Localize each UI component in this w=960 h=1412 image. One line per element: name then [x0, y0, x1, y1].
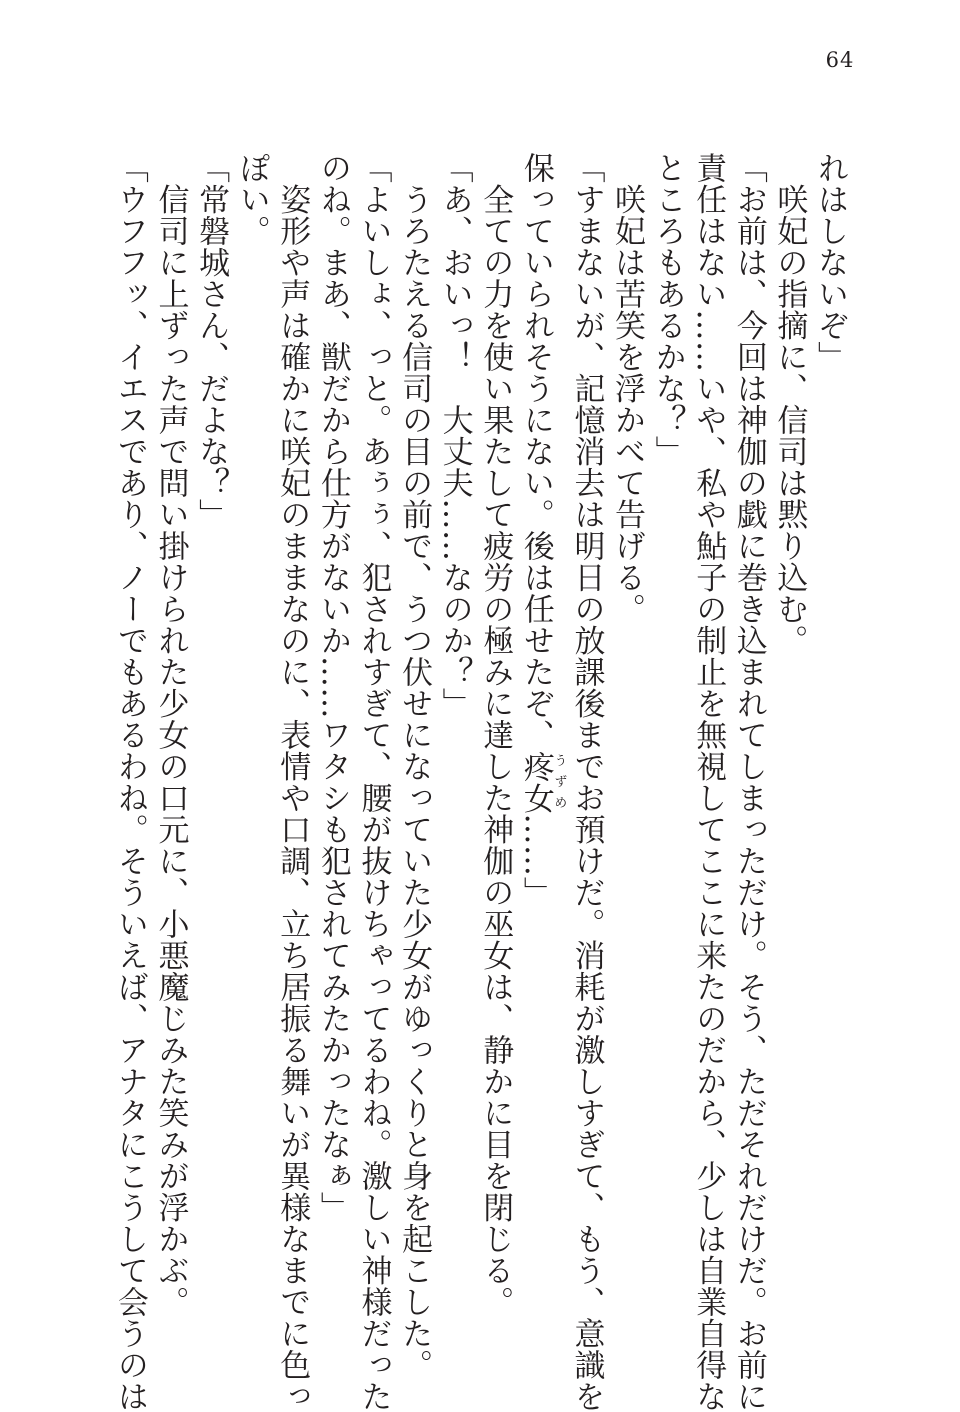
ruby-base: 疼女: [517, 750, 554, 814]
text-line: うろたえる信司の目の前で、うつ伏せになっていた少女がゆっくりと身を起こした。: [396, 152, 433, 1381]
text-line: 「よいしょ、っと。あぅぅ、犯されすぎて、腰が抜けちゃってるわね。激しい神様だった: [355, 152, 392, 1412]
text-line: 咲妃の指摘に、信司は黙り込む。: [771, 152, 808, 656]
page-number: 64: [825, 48, 855, 72]
text-line: 姿形や声は確かに咲妃のままなのに、表情や口調、立ち居振る舞いが異様なまでに色っ: [274, 152, 311, 1412]
text-line-with-ruby: [515, 152, 566, 1237]
text-line: 咲妃は苦笑を浮かべて告げる。: [609, 152, 646, 625]
text-line: れはしないぞ」: [812, 152, 848, 373]
text-line: 「お前は、今回は神伽の戯に巻き込まれてしまっただけ。そう、ただそれだけだ。お前に: [730, 152, 767, 1412]
text-line: のね。まあ、獣だから仕方がないか……ワタシも犯されてみたかったなぁ」: [314, 152, 351, 1223]
text-line: 「ウフフッ、イエスであり、ノーでもあるわね。そういえば、アナタにこうして会うのは: [111, 152, 148, 1412]
vertical-text-body: [109, 152, 850, 1412]
ruby-line-before: 保っていられそうにない。後は任せたぞ、: [517, 152, 554, 751]
text-line: ぽい。: [233, 152, 270, 247]
text-line: 「すまないが、記憶消去は明日の放課後までお預けだ。消耗が激しすぎて、もう、意識を: [568, 152, 605, 1412]
text-line: 「常磐城さん、だよな？」: [193, 152, 230, 530]
ruby-line-after: ……」: [517, 813, 554, 908]
ruby-reading: うずめ: [551, 750, 567, 814]
text-line: 責任はない……いや、私や鮎子の制止を無視してここに来たのだから、少しは自業自得な: [690, 152, 727, 1412]
text-line: 信司に上ずった声で問い掛けられた少女の口元に、小悪魔じみた笑みが浮かぶ。: [152, 152, 189, 1318]
text-line: 全ての力を使い果たして疲労の極みに達した神伽の巫女は、静かに目を閉じる。: [477, 152, 514, 1318]
ruby-annotation: [517, 750, 567, 814]
text-line: 「あ、おいっ！ 大丈夫……なのか？」: [436, 152, 473, 719]
text-line: ところもあるかな？」: [649, 152, 686, 467]
